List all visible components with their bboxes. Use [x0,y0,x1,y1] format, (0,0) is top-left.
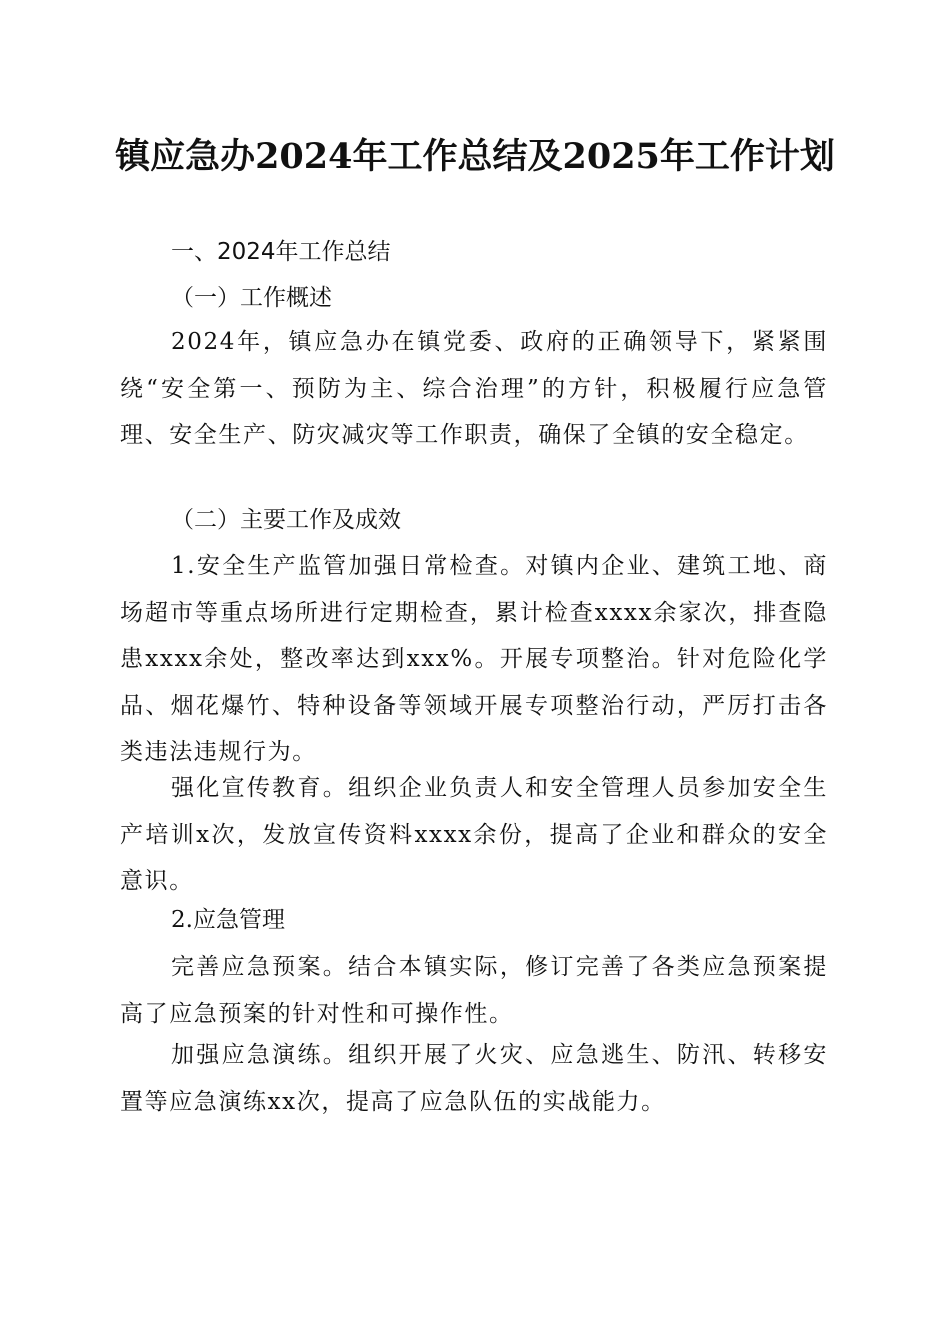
safety-supervision-paragraph: 1.安全生产监管加强日常检查。对镇内企业、建筑工地、商场超市等重点场所进行定期检查，累计检查xxxx余家次，排查隐患xxxx余处，整改率达到xxx%。开展专项整治。针对危险化学品、烟花爆竹、特种设备等领域开展专项整治行动，严厉打击各类违法违规行为。 [120,553,828,765]
section-heading-work-summary: 一、2024年工作总结 [171,239,391,265]
emergency-drills-paragraph: 加强应急演练。组织开展了火灾、应急逃生、防汛、转移安置等应急演练xx次，提高了应急队伍的实战能力。 [120,1042,828,1115]
subsection-heading-main-work: （二）主要工作及成效 [171,507,401,533]
publicity-education-paragraph: 强化宣传教育。组织企业负责人和安全管理人员参加安全生产培训x次，发放宣传资料xxxx余份，提高了企业和群众的安全意识。 [120,775,828,894]
overview-paragraph: 2024年，镇应急办在镇党委、政府的正确领导下，紧紧围绕“安全第一、预防为主、综合治理”的方针，积极履行应急管理、安全生产、防灾减灾等工作职责，确保了全镇的安全稳定。 [120,329,828,448]
document-title: 镇应急办2024年工作总结及2025年工作计划 [115,136,835,177]
item-heading-emergency-management: 2.应急管理 [171,907,285,933]
subsection-heading-overview: （一）工作概述 [171,285,332,311]
emergency-plans-paragraph: 完善应急预案。结合本镇实际，修订完善了各类应急预案提高了应急预案的针对性和可操作性。 [120,954,828,1027]
